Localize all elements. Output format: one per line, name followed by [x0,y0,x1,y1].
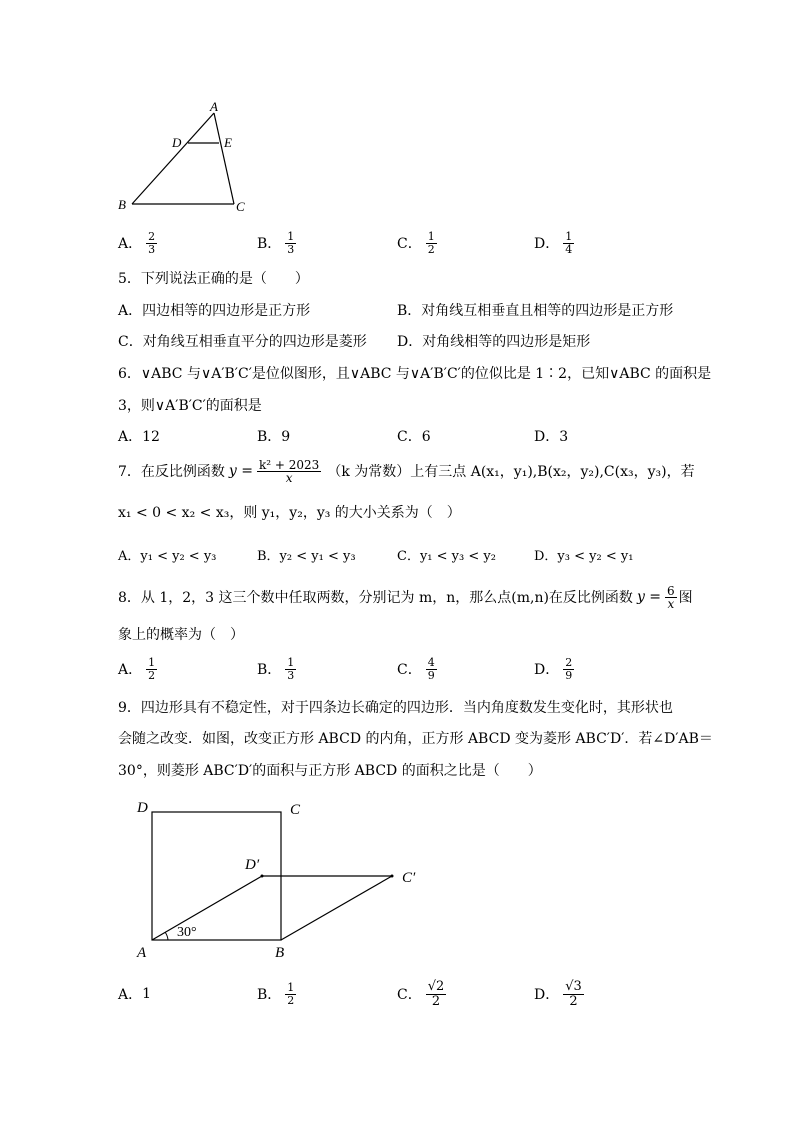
triangle-figure [110,95,260,220]
label-c: C [236,199,245,214]
option-letter: C． [397,236,422,252]
square-rhombus-figure [125,790,435,965]
option-letter: B． [257,236,282,252]
q8-function-y: y = [636,589,662,605]
numerator: 2 [148,229,156,243]
q9-option-d[interactable] [534,977,584,1011]
option-letter: D． [534,987,560,1003]
q5-option-d[interactable]: D．对角线相等的四边形是矩形 [397,334,591,350]
label-e: E [224,135,232,150]
numerator: 1 [148,655,156,669]
fraction [563,231,574,256]
fraction [285,231,296,256]
option-letter: C． [397,987,422,1003]
q7-option-b[interactable]: B．y₂ < y₁ < y₃ [257,549,356,564]
numerator: 6 [667,583,675,598]
q6-option-b[interactable]: B．9 [257,429,291,445]
side-ab [132,113,214,204]
q4-option-b[interactable] [257,228,296,258]
q7-stem-line1 [118,454,695,488]
label-c: C [290,802,301,818]
q9-option-b[interactable] [257,977,296,1011]
numerator: √2 [427,978,445,994]
q7-fraction [257,459,321,484]
numerator: √3 [565,978,582,994]
denominator: 2 [148,668,156,682]
denominator: 2 [287,993,295,1007]
q7-suffix: （k 为常数）上有三点 A(x₁，y₁),B(x₂，y₂),C(x₃，y₃)，若 [327,464,695,480]
option-letter: C． [397,662,422,678]
fraction [426,657,437,682]
side-ac [214,113,234,204]
denominator: x [285,470,293,485]
label-d: D [172,135,182,150]
option-value: 1 [142,986,152,1002]
denominator: 3 [148,242,156,256]
q7-stem-line2: x₁ < 0 < x₂ < x₃，则 y₁，y₂，y₃ 的大小关系为（ ） [118,505,461,521]
label-b: B [118,197,126,212]
label-b: B [275,945,285,961]
q4-option-c[interactable] [397,228,437,258]
denominator: 9 [427,668,435,682]
angle-arc [165,932,168,940]
fraction [285,982,296,1007]
q7-option-c[interactable]: C．y₁ < y₃ < y₂ [397,549,496,564]
label-c-prime: C′ [402,870,416,886]
fraction [285,657,296,682]
numerator: 1 [287,655,295,669]
q8-option-b[interactable] [257,654,296,684]
q4-option-d[interactable] [534,228,574,258]
q5-option-a[interactable]: A．四边相等的四边形是正方形 [118,303,311,319]
q6-stem-line1: 6．∨ABC 与∨A′B′C′是位似图形，且∨ABC 与∨A′B′C′的位似比是 1∶2，已知∨ABC 的面积是 [118,366,712,382]
q5-option-c[interactable]: C．对角线互相垂直平分的四边形是菱形 [118,334,367,350]
denominator: 2 [569,993,578,1009]
numerator: 2 [565,655,573,669]
denominator: x [667,596,675,611]
rhombus-side-bc [281,876,392,940]
option-letter: B． [257,662,282,678]
q8-suffix: 图 [678,590,693,606]
angle-label: 30° [177,925,197,940]
q8-prefix: 8．从 1，2，3 这三个数中任取两数，分别记为 m，n，那么点(m,n)在反比例函数 [118,590,633,606]
q9-stem-line3: 30°，则菱形 ABC′D′的面积与正方形 ABCD 的面积之比是（ ） [118,763,542,779]
q8-stem-line2: 象上的概率为（ ） [118,627,244,643]
denominator: 3 [287,668,295,682]
numerator: 1 [427,229,435,243]
q7-prefix: 7．在反比例函数 [118,464,225,480]
denominator: 9 [565,668,573,682]
option-letter: D． [534,662,560,678]
q8-option-a[interactable] [118,654,157,684]
fraction [563,980,584,1009]
point-d-prime [261,875,264,878]
denominator: 2 [431,993,441,1009]
denominator: 2 [427,242,435,256]
fraction [146,231,157,256]
q6-option-d[interactable]: D．3 [534,429,569,445]
q9-stem-line1: 9．四边形具有不稳定性，对于四条边长确定的四边形．当内角度数发生变化时，其形状也 [118,700,673,716]
numerator: 1 [565,229,573,243]
numerator: 4 [427,655,435,669]
q4-option-a[interactable] [118,228,157,258]
label-d: D [137,800,148,816]
q9-option-c[interactable] [397,977,446,1011]
option-letter: A． [118,662,143,678]
q8-stem-line1 [118,580,693,614]
q8-fraction [665,585,677,610]
q5-stem: 5．下列说法正确的是（ ） [118,271,309,287]
point-c-prime [391,875,394,878]
q8-option-c[interactable] [397,654,437,684]
numerator: k² + 2023 [259,457,320,472]
option-letter: A． [118,987,143,1003]
q6-option-a[interactable]: A．12 [118,429,160,445]
denominator: 4 [565,242,573,256]
q8-option-d[interactable] [534,654,574,684]
label-d-prime: D′ [245,857,260,873]
q7-option-a[interactable]: A．y₁ < y₂ < y₃ [118,549,217,564]
denominator: 3 [287,242,295,256]
q9-option-a[interactable] [118,977,151,1011]
q5-option-b[interactable]: B．对角线互相垂直且相等的四边形是正方形 [397,303,674,319]
q9-stem-line2: 会随之改变．如图，改变正方形 ABCD 的内角，正方形 ABCD 变为菱形 ABC′D′．若∠D′AB＝ [118,731,713,747]
label-a: A [210,99,218,114]
numerator: 1 [287,229,295,243]
label-a: A [137,945,147,961]
q6-stem-line2: 3，则∨A′B′C′的面积是 [118,398,262,414]
fraction [426,980,447,1009]
option-letter: D． [534,236,560,252]
q6-option-c[interactable]: C．6 [397,429,431,445]
rhombus-side-ad [152,876,262,940]
fraction [563,657,574,682]
q7-function-y: y = [228,463,254,479]
q7-option-d[interactable]: D．y₃ < y₂ < y₁ [534,549,634,564]
fraction [146,657,157,682]
numerator: 1 [287,980,295,994]
fraction [426,231,437,256]
option-letter: A． [118,236,143,252]
option-letter: B． [257,987,282,1003]
